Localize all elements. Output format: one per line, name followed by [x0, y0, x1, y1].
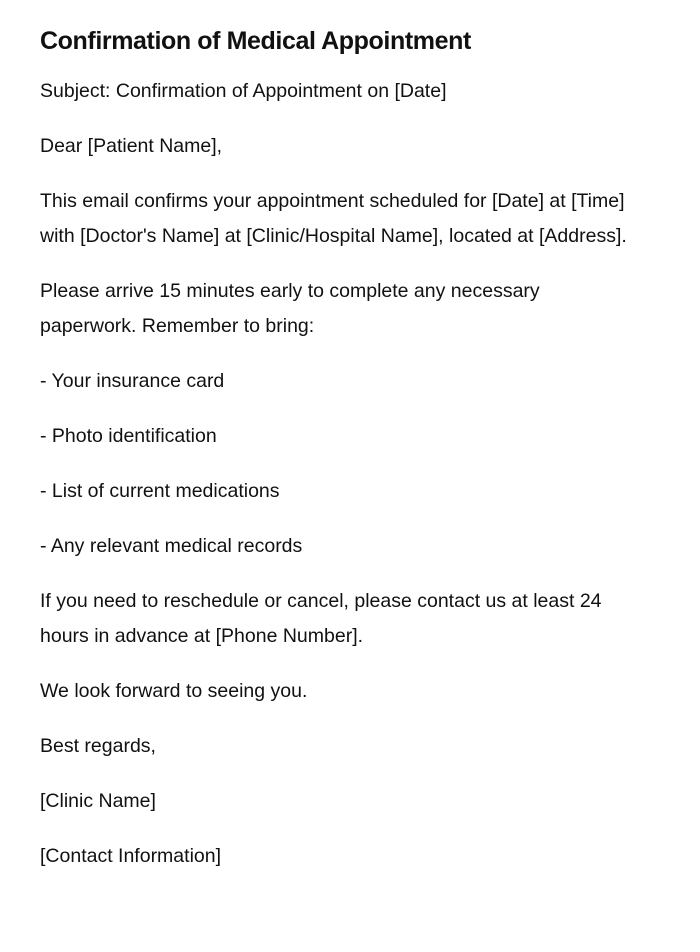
closing: Best regards, [40, 735, 156, 757]
salutation: Dear [Patient Name], [40, 135, 223, 157]
subject-line: Subject: Confirmation of Appointment on [Date] [40, 80, 447, 102]
body-paragraph: Please arrive 15 minutes early to complete any necessary paperwork. Remember to bring: [40, 280, 540, 337]
body-paragraph: This email confirms your appointment scheduled for [Date] at [Time] with [Doctor's Name] at [Clinic/Hospital Name], located at [Address]. [40, 190, 627, 247]
document [40, 22, 640, 894]
list-item: - Photo identification [40, 425, 217, 447]
list-item: - List of current medications [40, 480, 280, 502]
signature-contact: [Contact Information] [40, 845, 222, 867]
body-paragraph: If you need to reschedule or cancel, please contact us at least 24 hours in advance at [Phone Number]. [40, 590, 602, 647]
document-title: Confirmation of Medical Appointment [40, 27, 471, 55]
body-paragraph: We look forward to seeing you. [40, 680, 308, 702]
list-item: - Your insurance card [40, 370, 225, 392]
list-item: - Any relevant medical records [40, 535, 303, 557]
signature-clinic: [Clinic Name] [40, 790, 156, 812]
